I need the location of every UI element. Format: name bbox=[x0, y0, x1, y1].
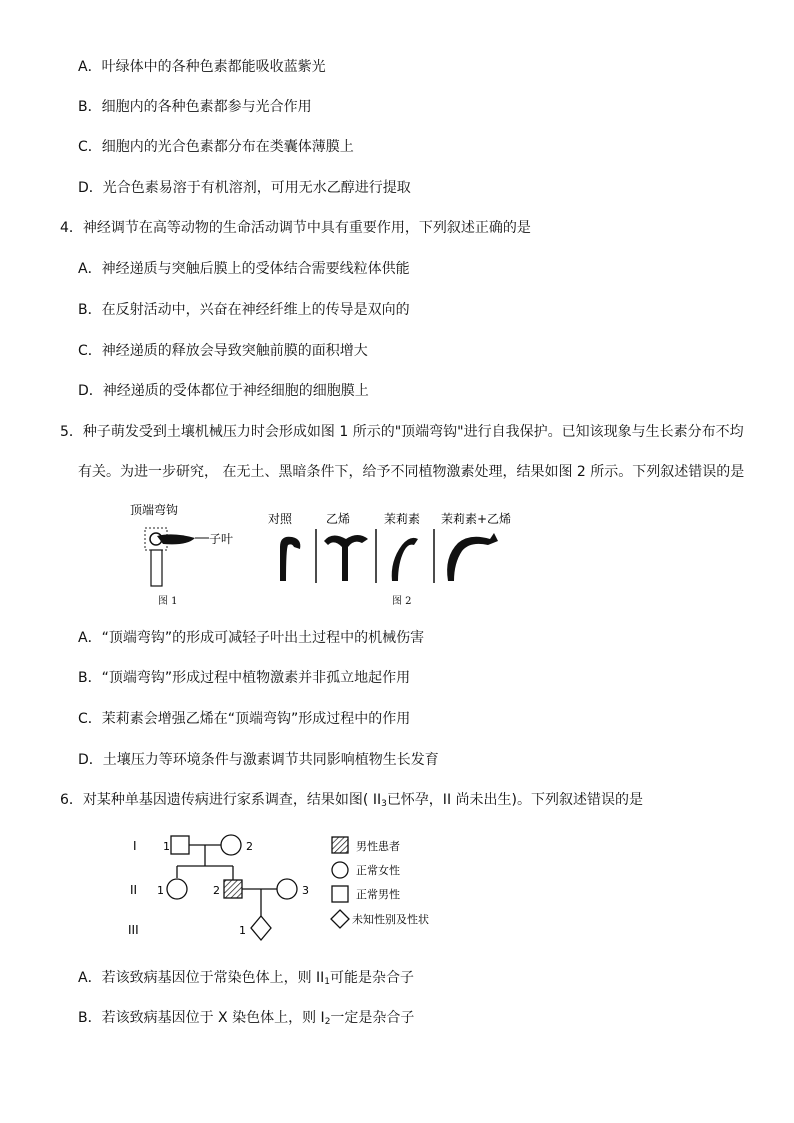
pedigree-legend bbox=[330, 834, 470, 934]
svg-text:2: 2 bbox=[213, 884, 220, 897]
svg-text:1: 1 bbox=[239, 924, 246, 937]
legend-affected-male-label: 男性患者 bbox=[356, 840, 400, 853]
label-control: 对照 bbox=[268, 512, 293, 526]
figure-1-caption: 图 1 bbox=[158, 596, 178, 607]
q6-stem: 6．对某种单基因遗传病进行家系调查，结果如图( $II_3$已怀孕，II 尚未出生)。下列叙述错误的是 bbox=[60, 792, 643, 809]
label-ethylene: 乙烯 bbox=[326, 512, 351, 526]
q3-option-a: A．叶绿体中的各种色素都能吸收蓝紫光 bbox=[78, 59, 326, 75]
seedling-ethylene bbox=[324, 535, 368, 581]
q6-option-a: A．若该致病基因位于常染色体上，则 $II_1$可能是杂合子 bbox=[78, 970, 415, 987]
gen-label-iii: III bbox=[128, 923, 139, 937]
gen-label-ii: II bbox=[130, 883, 138, 897]
figure-2-treatments bbox=[258, 505, 512, 587]
figure-1-seedling bbox=[125, 500, 245, 590]
svg-text:3: 3 bbox=[302, 884, 309, 897]
q5-stem-line2: 有关。为进一步研究， 在无土、黑暗条件下，给予不同植物激素处理，结果如图 2 所示。下列叙述错误的是 bbox=[78, 464, 745, 480]
seedling-jasmonate bbox=[392, 538, 418, 581]
svg-text:1: 1 bbox=[163, 840, 170, 853]
figure-2-caption: 图 2 bbox=[392, 596, 412, 607]
cotyledon-label: 子叶 bbox=[209, 532, 234, 546]
gen-label-i: I bbox=[133, 839, 137, 853]
legend-affected-male-icon bbox=[332, 837, 348, 853]
legend-normal-male-label: 正常男性 bbox=[356, 888, 400, 901]
hook-label: 顶端弯钩 bbox=[130, 503, 179, 517]
q3-option-d: D．光合色素易溶于有机溶剂，可用无水乙醇进行提取 bbox=[78, 180, 411, 196]
svg-text:2: 2 bbox=[246, 840, 253, 853]
q5-option-c: C．茉莉素会增强乙烯在“顶端弯钩”形成过程中的作用 bbox=[78, 711, 411, 727]
label-jasmonate-ethylene: 茉莉素+乙烯 bbox=[441, 512, 512, 526]
pedigree-i2-female bbox=[221, 835, 241, 855]
q4-option-c: C．神经递质的释放会导致突触前膜的面积增大 bbox=[78, 343, 368, 359]
q5-option-d: D．土壤压力等环境条件与激素调节共同影响植物生长发育 bbox=[78, 752, 439, 768]
legend-normal-female-label: 正常女性 bbox=[356, 864, 400, 877]
pedigree-iii1-unknown bbox=[251, 916, 271, 940]
q4-option-a: A．神经递质与突触后膜上的受体结合需要线粒体供能 bbox=[78, 261, 410, 277]
q4-option-d: D．神经递质的受体都位于神经细胞的细胞膜上 bbox=[78, 383, 369, 399]
pedigree-ii3-female bbox=[277, 879, 297, 899]
pedigree-i1-male bbox=[171, 836, 189, 854]
legend-normal-female-icon bbox=[332, 862, 348, 878]
q6-option-b: B．若该致病基因位于 X 染色体上，则 $I_2$一定是杂合子 bbox=[78, 1010, 415, 1027]
q5-option-a: A．“顶端弯钩”的形成可减轻子叶出土过程中的机械伤害 bbox=[78, 630, 425, 646]
seedling-jasmonate-ethylene bbox=[447, 533, 498, 581]
q5-option-b: B．“顶端弯钩”形成过程中植物激素并非孤立地起作用 bbox=[78, 670, 411, 686]
q5-stem-line1: 5．种子萌发受到土壤机械压力时会形成如图 1 所示的"顶端弯钩"进行自我保护。已知该现象与生长素分布不均 bbox=[60, 424, 744, 440]
label-jasmonate: 茉莉素 bbox=[384, 512, 421, 526]
q4-stem: 4．神经调节在高等动物的生命活动调节中具有重要作用，下列叙述正确的是 bbox=[60, 220, 531, 236]
svg-text:1: 1 bbox=[157, 884, 164, 897]
q3-option-c: C．细胞内的光合色素都分布在类囊体薄膜上 bbox=[78, 139, 354, 155]
legend-normal-male-icon bbox=[332, 886, 348, 902]
legend-unknown-icon bbox=[331, 910, 349, 928]
seedling-control bbox=[280, 537, 300, 581]
pedigree-chart bbox=[125, 828, 320, 946]
cotyledon-shape bbox=[157, 534, 195, 544]
legend-unknown-label: 未知性别及性状 bbox=[352, 913, 429, 926]
seedling-stem bbox=[151, 550, 162, 586]
q3-option-b: B．细胞内的各种色素都参与光合作用 bbox=[78, 99, 312, 115]
pedigree-ii1-female bbox=[167, 879, 187, 899]
q4-option-b: B．在反射活动中，兴奋在神经纤维上的传导是双向的 bbox=[78, 302, 410, 318]
pedigree-ii2-affected-male bbox=[224, 880, 242, 898]
